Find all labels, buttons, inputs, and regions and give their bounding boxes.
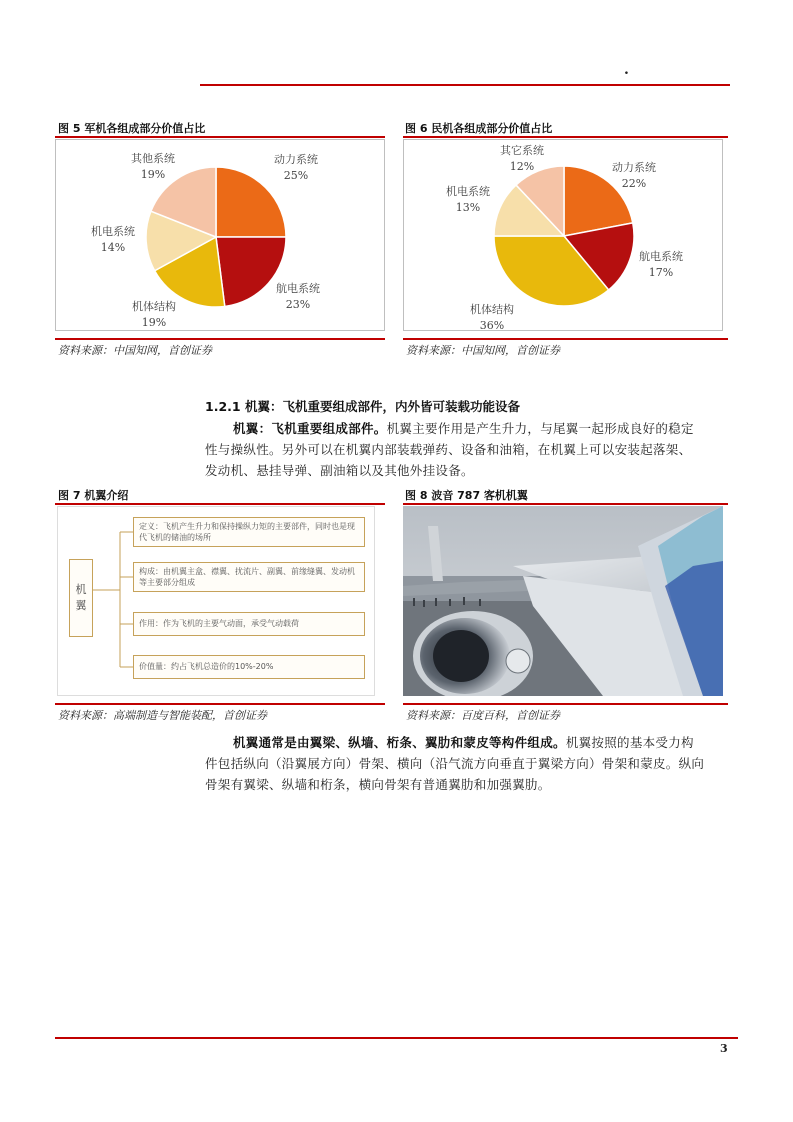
pie-label-value-3: 19%	[141, 316, 167, 329]
page-number: 3	[720, 1042, 728, 1055]
figure8-source: 资料来源：百度百科，首创证券	[406, 709, 560, 722]
figure6-bottom-rule	[403, 338, 728, 340]
wing-structure-paragraph-line1: 机翼通常是由翼梁、纵墙、桁条、翼肋和蒙皮等构件组成。机翼按照的基本受力构	[233, 735, 694, 750]
footer-rule	[55, 1037, 738, 1039]
wing-structure-paragraph-line3: 骨架有翼梁、纵墙和桁条，横向骨架有普通翼肋和加强翼肋。	[205, 777, 551, 792]
pie-slice-2	[216, 237, 286, 306]
figure7-title-rule	[55, 503, 385, 505]
figure5-title: 图 5 军机各组成部分价值占比	[58, 122, 206, 135]
wing-structure-lead: 机翼通常是由翼梁、纵墙、桁条、翼肋和蒙皮等构件组成。	[233, 735, 566, 750]
wing-intro-diagram	[57, 506, 375, 696]
section-heading: 1.2.1 机翼：飞机重要组成部件，内外皆可装载功能设备	[205, 399, 520, 414]
figure6-chart-box	[403, 139, 723, 331]
figure7-source: 资料来源：高端制造与智能装配，首创证券	[58, 709, 267, 722]
pie-label-category-5: 其它系统	[500, 144, 544, 157]
section-paragraph-lead: 机翼：飞机重要组成部件。	[233, 421, 387, 436]
pie-label-value-5: 19%	[140, 168, 166, 181]
figure7-bottom-rule	[55, 703, 385, 705]
pie-label-value-3: 36%	[479, 319, 505, 332]
header-rule	[200, 84, 730, 86]
pie-label-category-4: 机电系统	[446, 185, 490, 198]
pie-label-category-3: 机体结构	[470, 303, 514, 316]
diagram-definition-box: 定义：飞机产生升力和保持操纵力矩的主要部件，同时也是现代飞机的储油的场所	[133, 517, 365, 547]
figure8-title-rule	[403, 503, 728, 505]
section-paragraph-line2: 性与操纵性。另外可以在机翼内部装载弹药、设备和油箱，在机翼上可以安装起落架、	[205, 442, 692, 457]
figure7-title: 图 7 机翼介绍	[58, 489, 129, 502]
figure6-title: 图 6 民机各组成部分价值占比	[405, 122, 553, 135]
pie-label-value-2: 17%	[648, 266, 674, 279]
figure8-bottom-rule	[403, 703, 728, 705]
pie-label-value-2: 23%	[285, 298, 311, 311]
pie-label-category-1: 动力系统	[274, 153, 318, 166]
pie-slice-1	[216, 167, 286, 237]
pie-label-value-4: 14%	[100, 241, 126, 254]
boeing-787-wing-photo	[403, 506, 723, 696]
figure5-bottom-rule	[55, 338, 385, 340]
pie-label-category-4: 机电系统	[91, 225, 135, 238]
diagram-value-box: 价值量：约占飞机总造价的10%-20%	[133, 655, 365, 679]
figure8-title: 图 8 波音 787 客机机翼	[405, 489, 528, 502]
section-paragraph-line1: 机翼：飞机重要组成部件。机翼主要作用是产生升力，与尾翼一起形成良好的稳定	[233, 421, 694, 436]
wing-photo-illustration	[403, 506, 723, 696]
pie-label-category-3: 机体结构	[132, 300, 176, 313]
diagram-function-box: 作用：作为飞机的主要气动面，承受气动载荷	[133, 612, 365, 636]
section-paragraph-line3: 发动机、悬挂导弹、副油箱以及其他外挂设备。	[205, 463, 474, 478]
pie-label-value-5: 12%	[509, 160, 535, 173]
pie-label-category-2: 航电系统	[639, 250, 683, 263]
figure6-title-rule	[403, 136, 728, 138]
pie-label-value-1: 22%	[621, 177, 647, 190]
header-dot: .	[624, 62, 629, 78]
diagram-composition-box: 构成：由机翼主盒、襟翼、扰流片、副翼、前缘缝翼、发动机等主要部分组成	[133, 562, 365, 592]
figure5-pie-chart	[56, 140, 386, 332]
pie-label-value-1: 25%	[283, 169, 309, 182]
figure6-source: 资料来源：中国知网，首创证券	[406, 344, 560, 357]
figure6-pie-chart	[404, 140, 724, 332]
pie-label-category-2: 航电系统	[276, 282, 320, 295]
pie-label-category-1: 动力系统	[612, 161, 656, 174]
pie-label-category-5: 其他系统	[131, 152, 175, 165]
wing-structure-paragraph-line2: 件包括纵向（沿翼展方向）骨架、横向（沿气流方向垂直于翼梁方向）骨架和蒙皮。纵向	[205, 756, 705, 771]
figure5-source: 资料来源：中国知网，首创证券	[58, 344, 212, 357]
figure5-chart-box	[55, 139, 385, 331]
figure5-title-rule	[55, 136, 385, 138]
diagram-root-wing: 机翼	[69, 559, 93, 637]
pie-label-value-4: 13%	[455, 201, 481, 214]
